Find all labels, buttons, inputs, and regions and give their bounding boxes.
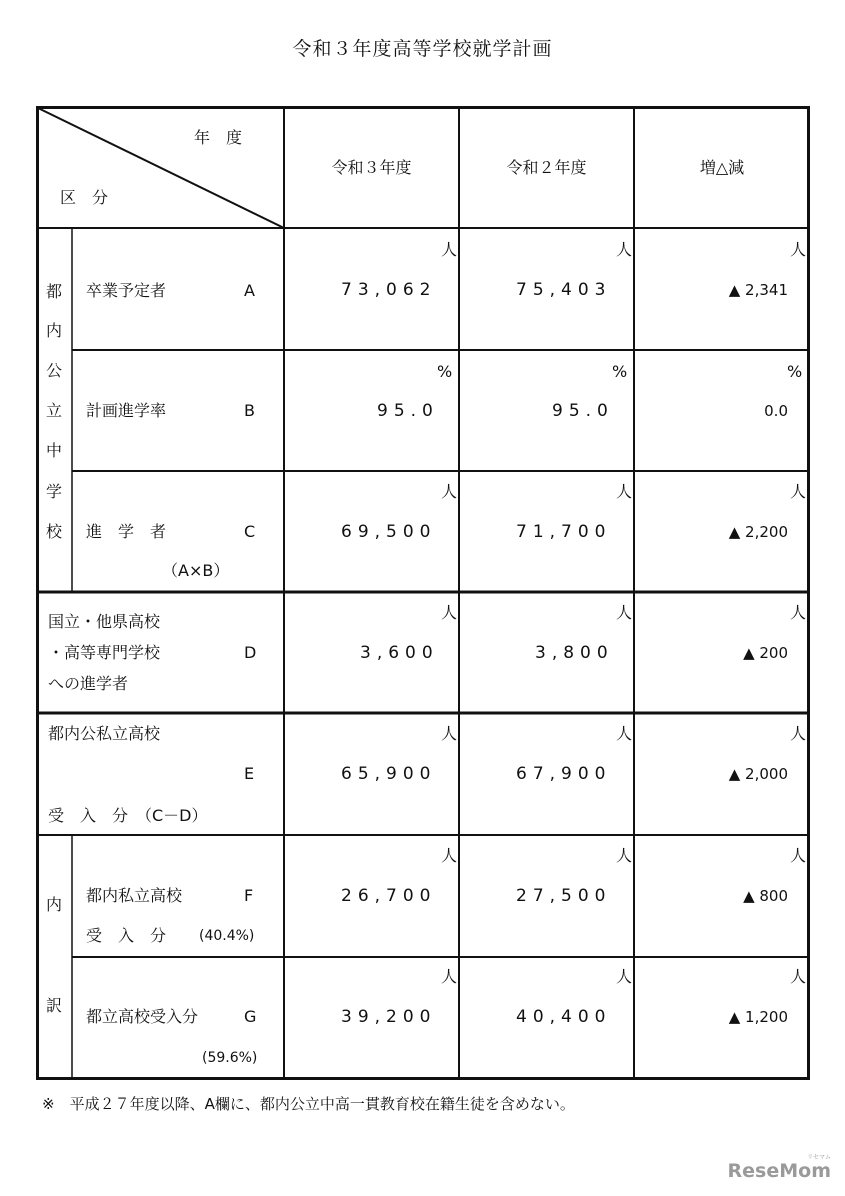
row-d-letter: D (244, 643, 257, 662)
header-col-r3: 令和３年度 (331, 158, 412, 177)
header-year-label: 年 度 (194, 128, 243, 147)
row-b-r2: 95.0 (552, 401, 614, 421)
row-e-diff: ▲ 2,000 (728, 765, 788, 783)
row-g-unit-r3: 人 (441, 967, 458, 986)
row-a-unit-r2: 人 (616, 240, 633, 259)
row-f-unit-r2: 人 (616, 846, 633, 865)
row-b-diff: 0.0 (764, 402, 788, 420)
row-e-r2: 67,900 (516, 764, 612, 784)
resemom-logo (727, 1154, 831, 1182)
row-g-label: 都立高校受入分 (86, 1007, 199, 1026)
side-char: 訳 (46, 996, 63, 1015)
row-a-r2: 75,403 (516, 280, 612, 300)
row-d-label-line: への進学者 (48, 674, 129, 693)
side-char: 校 (46, 522, 63, 541)
row-d-r2: 3,800 (535, 643, 614, 663)
row-b-unit-diff: % (787, 362, 803, 381)
logo-text: ReseMom (727, 1160, 831, 1182)
row-d-r3: 3,600 (360, 643, 439, 663)
plan-table (36, 106, 810, 1080)
row-b-unit-r2: % (612, 362, 628, 381)
row-g-diff: ▲ 1,200 (728, 1008, 788, 1026)
row-f-diff: ▲ 800 (743, 887, 788, 905)
row-d-diff: ▲ 200 (743, 644, 788, 662)
row-a-unit-r3: 人 (441, 240, 458, 259)
header-col-r2: 令和２年度 (506, 158, 587, 177)
page-title: 令和３年度高等学校就学計画 (292, 38, 553, 60)
row-e-r3: 65,900 (341, 764, 437, 784)
row-c-diff: ▲ 2,200 (728, 523, 788, 541)
row-a-unit-diff: 人 (790, 240, 807, 259)
row-c-r3: 69,500 (341, 522, 437, 542)
side-char: 内 (46, 321, 63, 340)
row-a-label: 卒業予定者 (86, 281, 167, 300)
row-g-unit-r2: 人 (616, 967, 633, 986)
row-f-r3: 26,700 (341, 886, 437, 906)
side-char: 中 (46, 441, 63, 460)
header-col-diff: 増△減 (699, 158, 745, 177)
row-d-unit-r3: 人 (441, 603, 458, 622)
row-f-unit-r3: 人 (441, 846, 458, 865)
row-c-letter: C (244, 522, 256, 541)
row-b-unit-r3: % (437, 362, 453, 381)
row-a-letter: A (244, 281, 255, 300)
row-g-unit-diff: 人 (790, 967, 807, 986)
row-c-label: 進 学 者 (86, 522, 167, 541)
row-d-unit-r2: 人 (616, 603, 633, 622)
side-char: 学 (46, 482, 63, 501)
row-e-label-line1: 都内公私立高校 (48, 724, 161, 743)
row-b-r3: 95.0 (377, 401, 439, 421)
row-a-diff: ▲ 2,341 (728, 281, 788, 299)
row-g-letter: G (244, 1007, 257, 1026)
row-c-sublabel: （A×B） (162, 561, 230, 580)
row-g-r3: 39,200 (341, 1007, 437, 1027)
row-a-r3: 73,062 (341, 280, 437, 300)
row-f-unit-diff: 人 (790, 846, 807, 865)
row-b-letter: B (244, 401, 255, 420)
row-e-unit-diff: 人 (790, 724, 807, 743)
row-f-r2: 27,500 (516, 886, 612, 906)
row-f-label-line1: 都内私立高校 (86, 886, 183, 905)
row-d-label-line: 国立・他県高校 (48, 612, 161, 631)
row-e-unit-r2: 人 (616, 724, 633, 743)
row-g-pct: (59.6%) (202, 1050, 258, 1066)
row-d-label-line: ・高等専門学校 (48, 643, 161, 662)
row-e-unit-r3: 人 (441, 724, 458, 743)
row-b-label: 計画進学率 (86, 401, 167, 420)
row-d-unit-diff: 人 (790, 603, 807, 622)
row-e-letter: E (244, 764, 255, 783)
row-f-pct: (40.4%) (199, 928, 255, 944)
row-g-r2: 40,400 (516, 1007, 612, 1027)
logo-sub-text: リセマム (807, 1154, 831, 1161)
row-e-label-line2: 受 入 分 （C－D） (48, 806, 208, 825)
side-char: 立 (46, 401, 63, 420)
side-char: 内 (46, 895, 63, 914)
side-char: 都 (46, 282, 63, 301)
row-f-letter: F (244, 886, 254, 905)
row-c-unit-diff: 人 (790, 482, 807, 501)
row-c-unit-r3: 人 (441, 482, 458, 501)
row-f-label-line2: 受 入 分 (86, 926, 167, 945)
footnote: ※ 平成２７年度以降、A欄に、都内公立中高一貫教育校在籍生徒を含めない。 (42, 1095, 575, 1113)
row-c-r2: 71,700 (516, 522, 612, 542)
header-category-label: 区 分 (60, 188, 109, 207)
row-c-unit-r2: 人 (616, 482, 633, 501)
side-char: 公 (46, 361, 63, 380)
